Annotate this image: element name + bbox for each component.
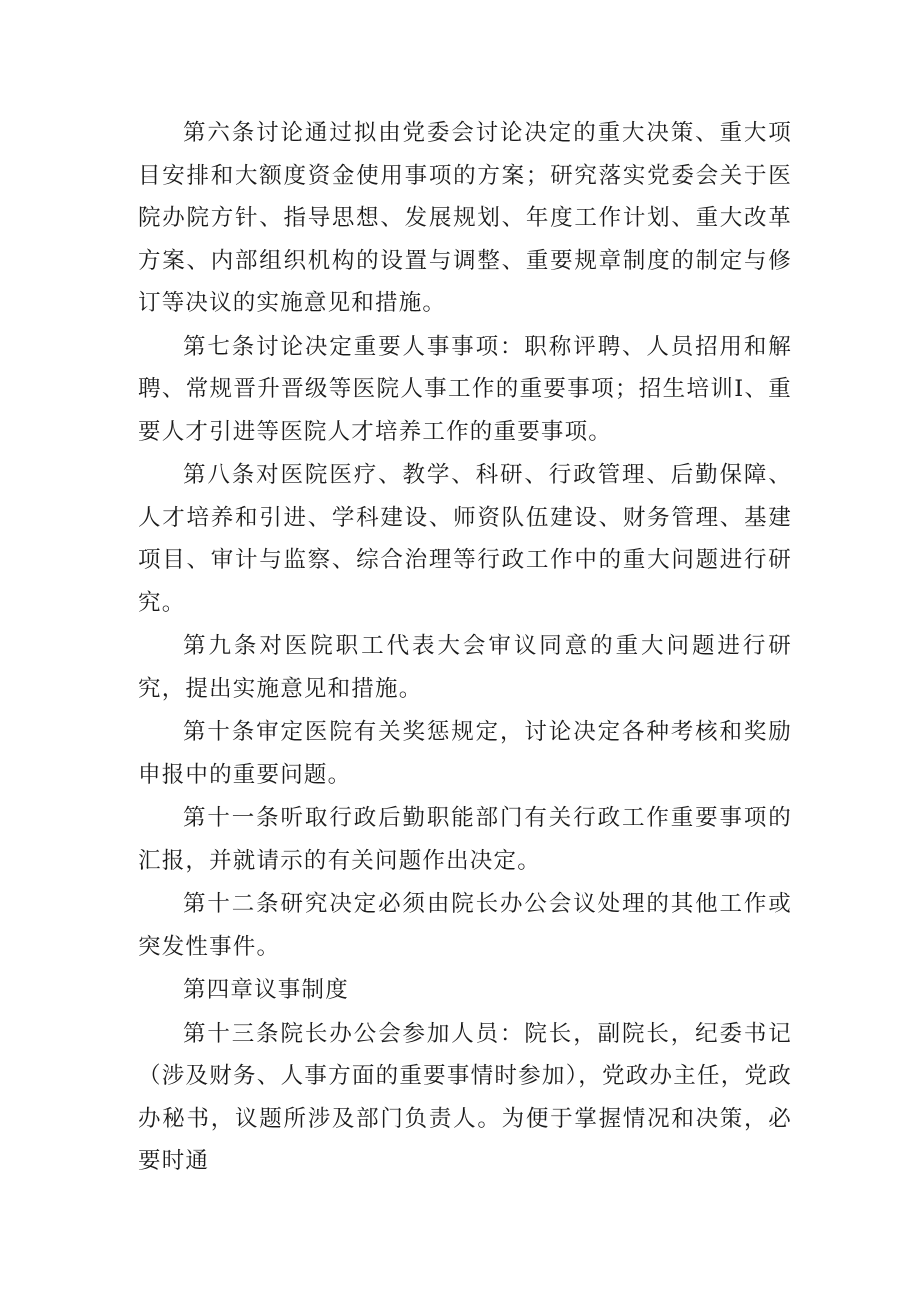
article-13-paragraph: 第十三条院长办公会参加人员：院长，副院长，纪委书记（涉及财务、人事方面的重要事情时参加），党政办主任，党政办秘书，议题所涉及部门负责人。为便于掌握情况和决策，必要时通 bbox=[138, 1020, 792, 1174]
article-8-paragraph: 第八条对医院医疗、教学、科研、行政管理、后勤保障、人才培养和引进、学科建设、师资队伍建设、财务管理、基建项目、审计与监察、综合治理等行政工作中的重大问题进行研究。 bbox=[138, 462, 792, 616]
article-6-paragraph: 第六条讨论通过拟由党委会讨论决定的重大决策、重大项目安排和大额度资金使用事项的方案；研究落实党委会关于医院办院方针、指导思想、发展规划、年度工作计划、重大改革方案、内部组织机构的设置与调整、重要规章制度的制定与修订等决议的实施意见和措施。 bbox=[138, 120, 792, 316]
article-12-paragraph: 第十二条研究决定必须由院长办公会议处理的其他工作或突发性事件。 bbox=[138, 891, 792, 960]
chapter-4-heading: 第四章议事制度 bbox=[183, 977, 349, 1003]
document-body bbox=[138, 112, 792, 1183]
article-9-paragraph: 第九条对医院职工代表大会审议同意的重大问题进行研究，提出实施意见和措施。 bbox=[138, 633, 792, 702]
article-7-paragraph: 第七条讨论决定重要人事事项：职称评聘、人员招用和解聘、常规晋升晋级等医院人事工作的重要事项；招生培训Ⅰ、重要人才引进等医院人才培养工作的重要事项。 bbox=[138, 333, 792, 445]
article-11-paragraph: 第十一条听取行政后勤职能部门有关行政工作重要事项的汇报，并就请示的有关问题作出决定。 bbox=[138, 805, 792, 874]
article-10-paragraph: 第十条审定医院有关奖惩规定，讨论决定各种考核和奖励申报中的重要问题。 bbox=[138, 719, 792, 788]
